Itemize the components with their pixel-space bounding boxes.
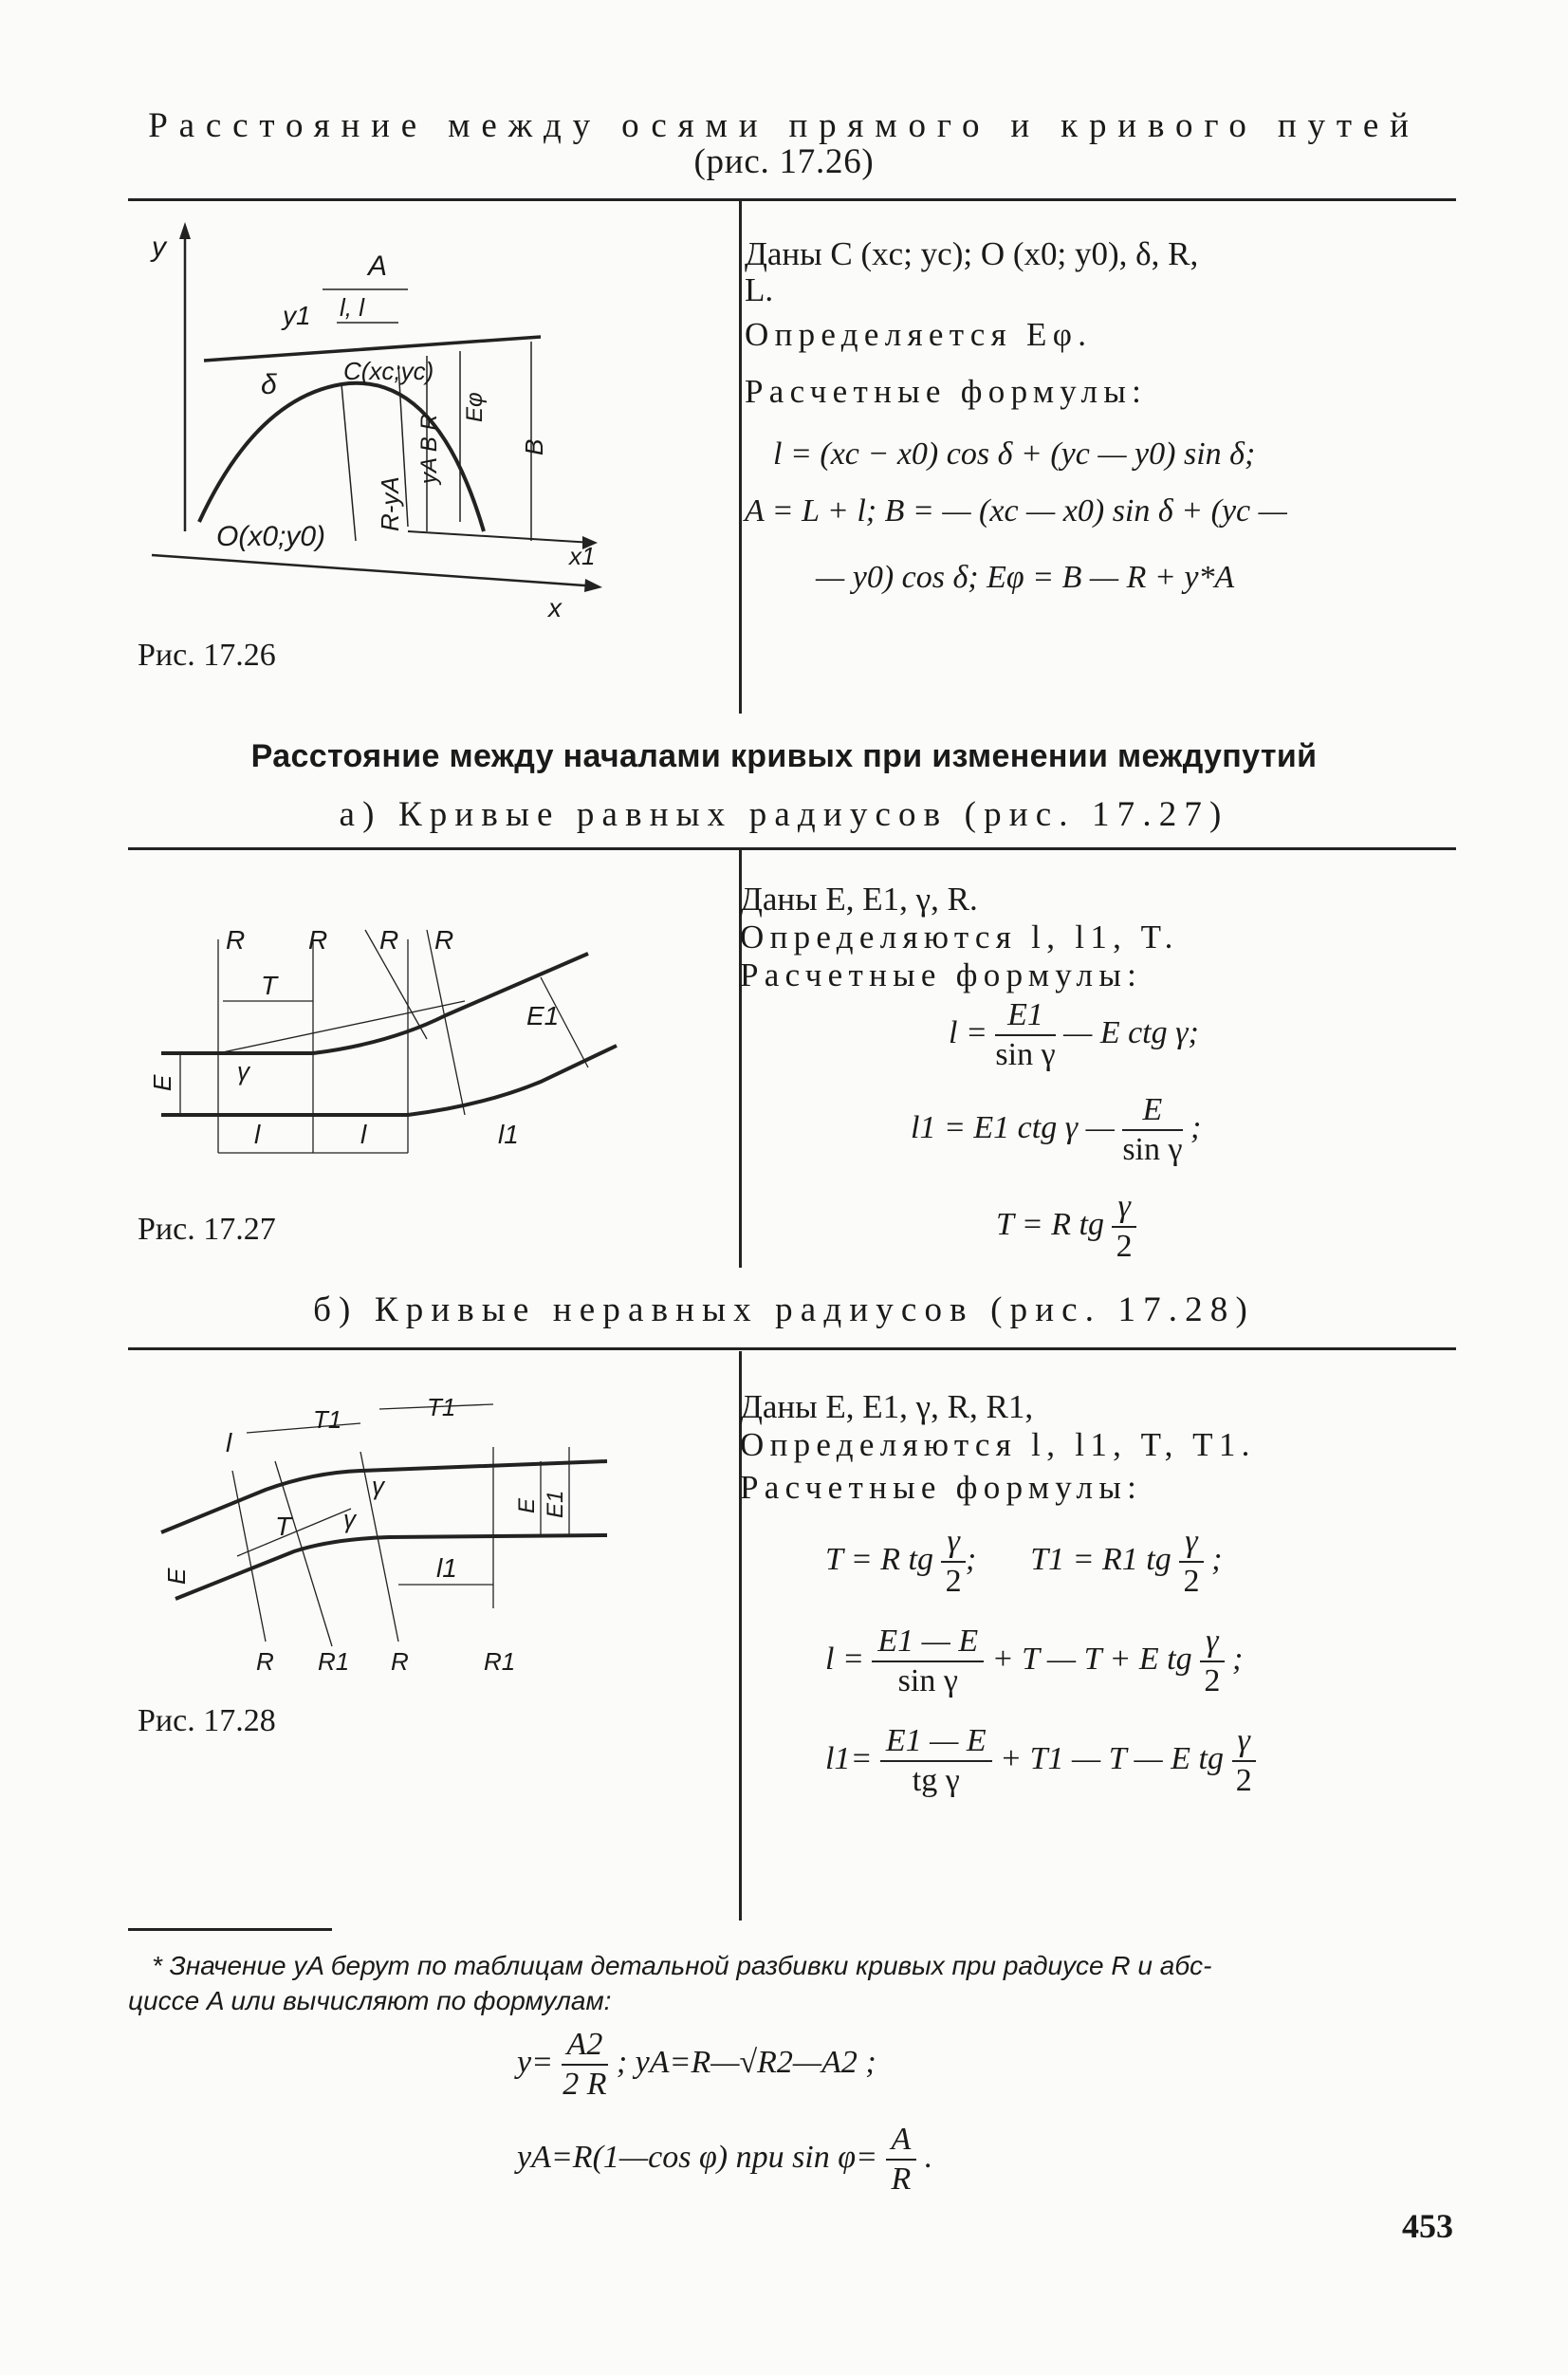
s3f1a-sep: ;	[965, 1541, 977, 1577]
s2f1-num: E1	[995, 996, 1055, 1036]
section1-formulas-label: Расчетные формулы:	[745, 373, 1148, 410]
fnb-den: R	[891, 2162, 912, 2197]
s3f2-lhs: l =	[825, 1641, 864, 1677]
section1-given-cont: L.	[745, 271, 774, 308]
section3-formula-3	[825, 1722, 1256, 1800]
fna-lhs: y=	[517, 2044, 554, 2080]
s2f1-rest: — E ctg γ;	[1063, 1014, 1199, 1050]
section2-top-rule	[128, 847, 1456, 850]
fna-den: 2 R	[563, 2067, 607, 2102]
fig2-label-gamma: γ	[237, 1057, 249, 1085]
fig2-label-R1: R	[226, 925, 246, 955]
section1-given: Даны C (xc; yc); O (x0; y0), δ, R,	[745, 235, 1199, 272]
section1-formula-3: — y0) cos δ; Eφ = B — R + y*A	[816, 560, 1235, 595]
fig2-label-l-a: l	[254, 1120, 261, 1149]
section3-formula-2	[825, 1623, 1243, 1700]
s2f3-num: γ	[1112, 1188, 1135, 1228]
fig2-label-l-b: l	[360, 1120, 367, 1149]
s3f1a-den: 2	[945, 1564, 962, 1599]
fig2-label-T: T	[261, 971, 278, 1000]
fig1-label-delta: δ	[261, 369, 277, 400]
s3f1a-lhs: T = R tg	[825, 1541, 933, 1577]
fig3-label-R-b: R	[391, 1647, 409, 1676]
figure-17-26	[123, 218, 617, 636]
s3f1b-den: 2	[1183, 1564, 1200, 1599]
s3f2-end: ;	[1232, 1641, 1244, 1677]
fig2-label-E: E	[148, 1074, 176, 1091]
section1-formula-1: l = (xc − x0) cos δ + (yc — y0) sin δ;	[773, 436, 1256, 472]
fig3-label-gamma-b: γ	[372, 1472, 384, 1500]
s3f2-mid: + T — T + E tg	[991, 1641, 1192, 1677]
section2-sub-a: а) Кривые равных радиусов (рис. 17.27)	[339, 795, 1229, 834]
s3f3-den: tg γ	[912, 1763, 960, 1798]
section2-given: Даны E, E1, γ, R.	[740, 881, 978, 918]
s3f1b-lhs: T1 = R1 tg	[1030, 1541, 1171, 1577]
figure-17-28-caption: Рис. 17.28	[138, 1703, 276, 1738]
fig1-label-B: B	[520, 438, 548, 455]
fnb-lhs: yA=R(1—cos φ) при sin φ=	[517, 2139, 878, 2175]
fig1-label-y1: y1	[283, 301, 311, 330]
fig2-label-l1: l1	[498, 1120, 519, 1149]
fig2-label-E1: E1	[526, 1001, 560, 1030]
s3f1b-num: γ	[1179, 1523, 1203, 1563]
s2f3-den: 2	[1116, 1229, 1133, 1264]
s2f2-num: E	[1122, 1091, 1182, 1131]
footnote-line1: * Значение yA берут по таблицам детальной разбивки кривых при радиусе R и абс-	[152, 1951, 1212, 1980]
section3-formulas-label: Расчетные формулы:	[740, 1469, 1143, 1506]
fig2-label-R2: R	[308, 925, 328, 955]
section1-title-line2: (рис. 17.26)	[693, 142, 875, 181]
section2-formula-3	[996, 1188, 1136, 1266]
footnote-rule	[128, 1928, 332, 1931]
fig1-label-x: x	[548, 593, 562, 622]
fig3-label-R1-a: R1	[318, 1647, 350, 1676]
s3f3-mid: + T1 — T — E tg	[1000, 1740, 1224, 1776]
figure-17-27	[142, 911, 636, 1196]
fig1-label-yAR: yA B R	[416, 414, 442, 484]
footnote-formula-a	[517, 2026, 876, 2104]
s2f2-den: sin γ	[1122, 1132, 1183, 1167]
s2f2-end: ;	[1190, 1109, 1202, 1145]
s2f2-lhs: l1 = E1 ctg γ —	[911, 1109, 1115, 1145]
s2f1-den: sin γ	[995, 1037, 1056, 1072]
footnote-formula-b	[517, 2121, 932, 2199]
fig1-label-O: O(x0;y0)	[216, 521, 326, 552]
section1-title-line1: Расстояние между осями прямого и кривого путей	[148, 106, 1420, 145]
fig2-label-R4: R	[434, 925, 454, 955]
s2f3-lhs: T = R tg	[996, 1206, 1104, 1242]
section3-given: Даны E, E1, γ, R, R1,	[740, 1388, 1034, 1425]
fig3-label-E1: E1	[543, 1490, 568, 1518]
fig3-label-T1a: T1	[313, 1405, 342, 1434]
fig1-label-RyA: R-yA	[376, 476, 404, 531]
page-number: 453	[1402, 2207, 1453, 2245]
s3f3-num: E1 — E	[880, 1722, 992, 1762]
fig1-label-y: y	[152, 232, 166, 263]
section3-top-rule	[128, 1347, 1456, 1350]
s3f2-num: E1 — E	[872, 1623, 984, 1662]
section1-formula-2: A = L + l; B = — (xc — x0) sin δ + (yc —	[745, 493, 1287, 529]
fig1-label-Ephi: Eφ	[462, 392, 488, 422]
section2-formula-2	[911, 1091, 1201, 1169]
fig3-label-l1: l1	[436, 1553, 457, 1583]
fig1-label-x1: x1	[569, 542, 596, 570]
s3f3-num2: γ	[1232, 1722, 1256, 1762]
s3f3-den2: 2	[1235, 1763, 1252, 1798]
s3f2-den: sin γ	[897, 1663, 958, 1698]
section2-formula-1	[949, 996, 1199, 1074]
figure-17-27-caption: Рис. 17.27	[138, 1212, 276, 1247]
fig3-label-R1-b: R1	[484, 1647, 516, 1676]
fig3-label-E-a: E	[162, 1568, 191, 1585]
section3-sub-b: б) Кривые неравных радиусов (рис. 17.28)	[313, 1290, 1255, 1329]
section2-title: Расстояние между началами кривых при изменении междупутий	[250, 738, 1318, 774]
fig3-label-gamma-a: γ	[343, 1505, 356, 1533]
section1-top-rule	[128, 198, 1456, 201]
fnb-end: .	[924, 2139, 933, 2175]
fig3-label-R-a: R	[256, 1647, 274, 1676]
fig3-label-T1b: T1	[427, 1395, 456, 1421]
fig3-label-T: T	[275, 1512, 292, 1541]
fig3-label-l: l	[226, 1428, 232, 1457]
fig3-label-E-b: E	[514, 1497, 540, 1513]
s3f1a-num: γ	[941, 1523, 965, 1563]
fna-num: A2	[562, 2026, 609, 2066]
s2f1-lhs: l =	[949, 1014, 987, 1050]
fig1-label-C: C(xc;yc)	[343, 357, 434, 385]
fna-mid: ; yA=R—√R2—A2 ;	[616, 2044, 876, 2080]
section1-divider	[739, 201, 742, 714]
s3f2-num2: γ	[1200, 1623, 1224, 1662]
fnb-num: A	[886, 2121, 917, 2161]
s3f2-den2: 2	[1204, 1663, 1221, 1698]
section1-determined: Определяется Eφ.	[745, 316, 1093, 353]
fig1-label-ll: l, l	[340, 293, 364, 322]
s3f3-lhs: l1=	[825, 1740, 873, 1776]
fig1-label-A: A	[368, 250, 388, 282]
figure-17-26-caption: Рис. 17.26	[138, 638, 276, 673]
section2-determined: Определяются l, l1, T.	[740, 918, 1179, 956]
s3f1b-end: ;	[1211, 1541, 1223, 1577]
section3-determined: Определяются l, l1, T, T1.	[740, 1426, 1256, 1463]
footnote-line2: циссе A или вычисляют по формулам:	[128, 1986, 612, 2015]
section3-formula-1	[825, 1523, 1223, 1601]
section2-formulas-label: Расчетные формулы:	[740, 956, 1143, 993]
fig2-label-R3: R	[379, 925, 399, 955]
figure-17-28	[142, 1395, 626, 1679]
